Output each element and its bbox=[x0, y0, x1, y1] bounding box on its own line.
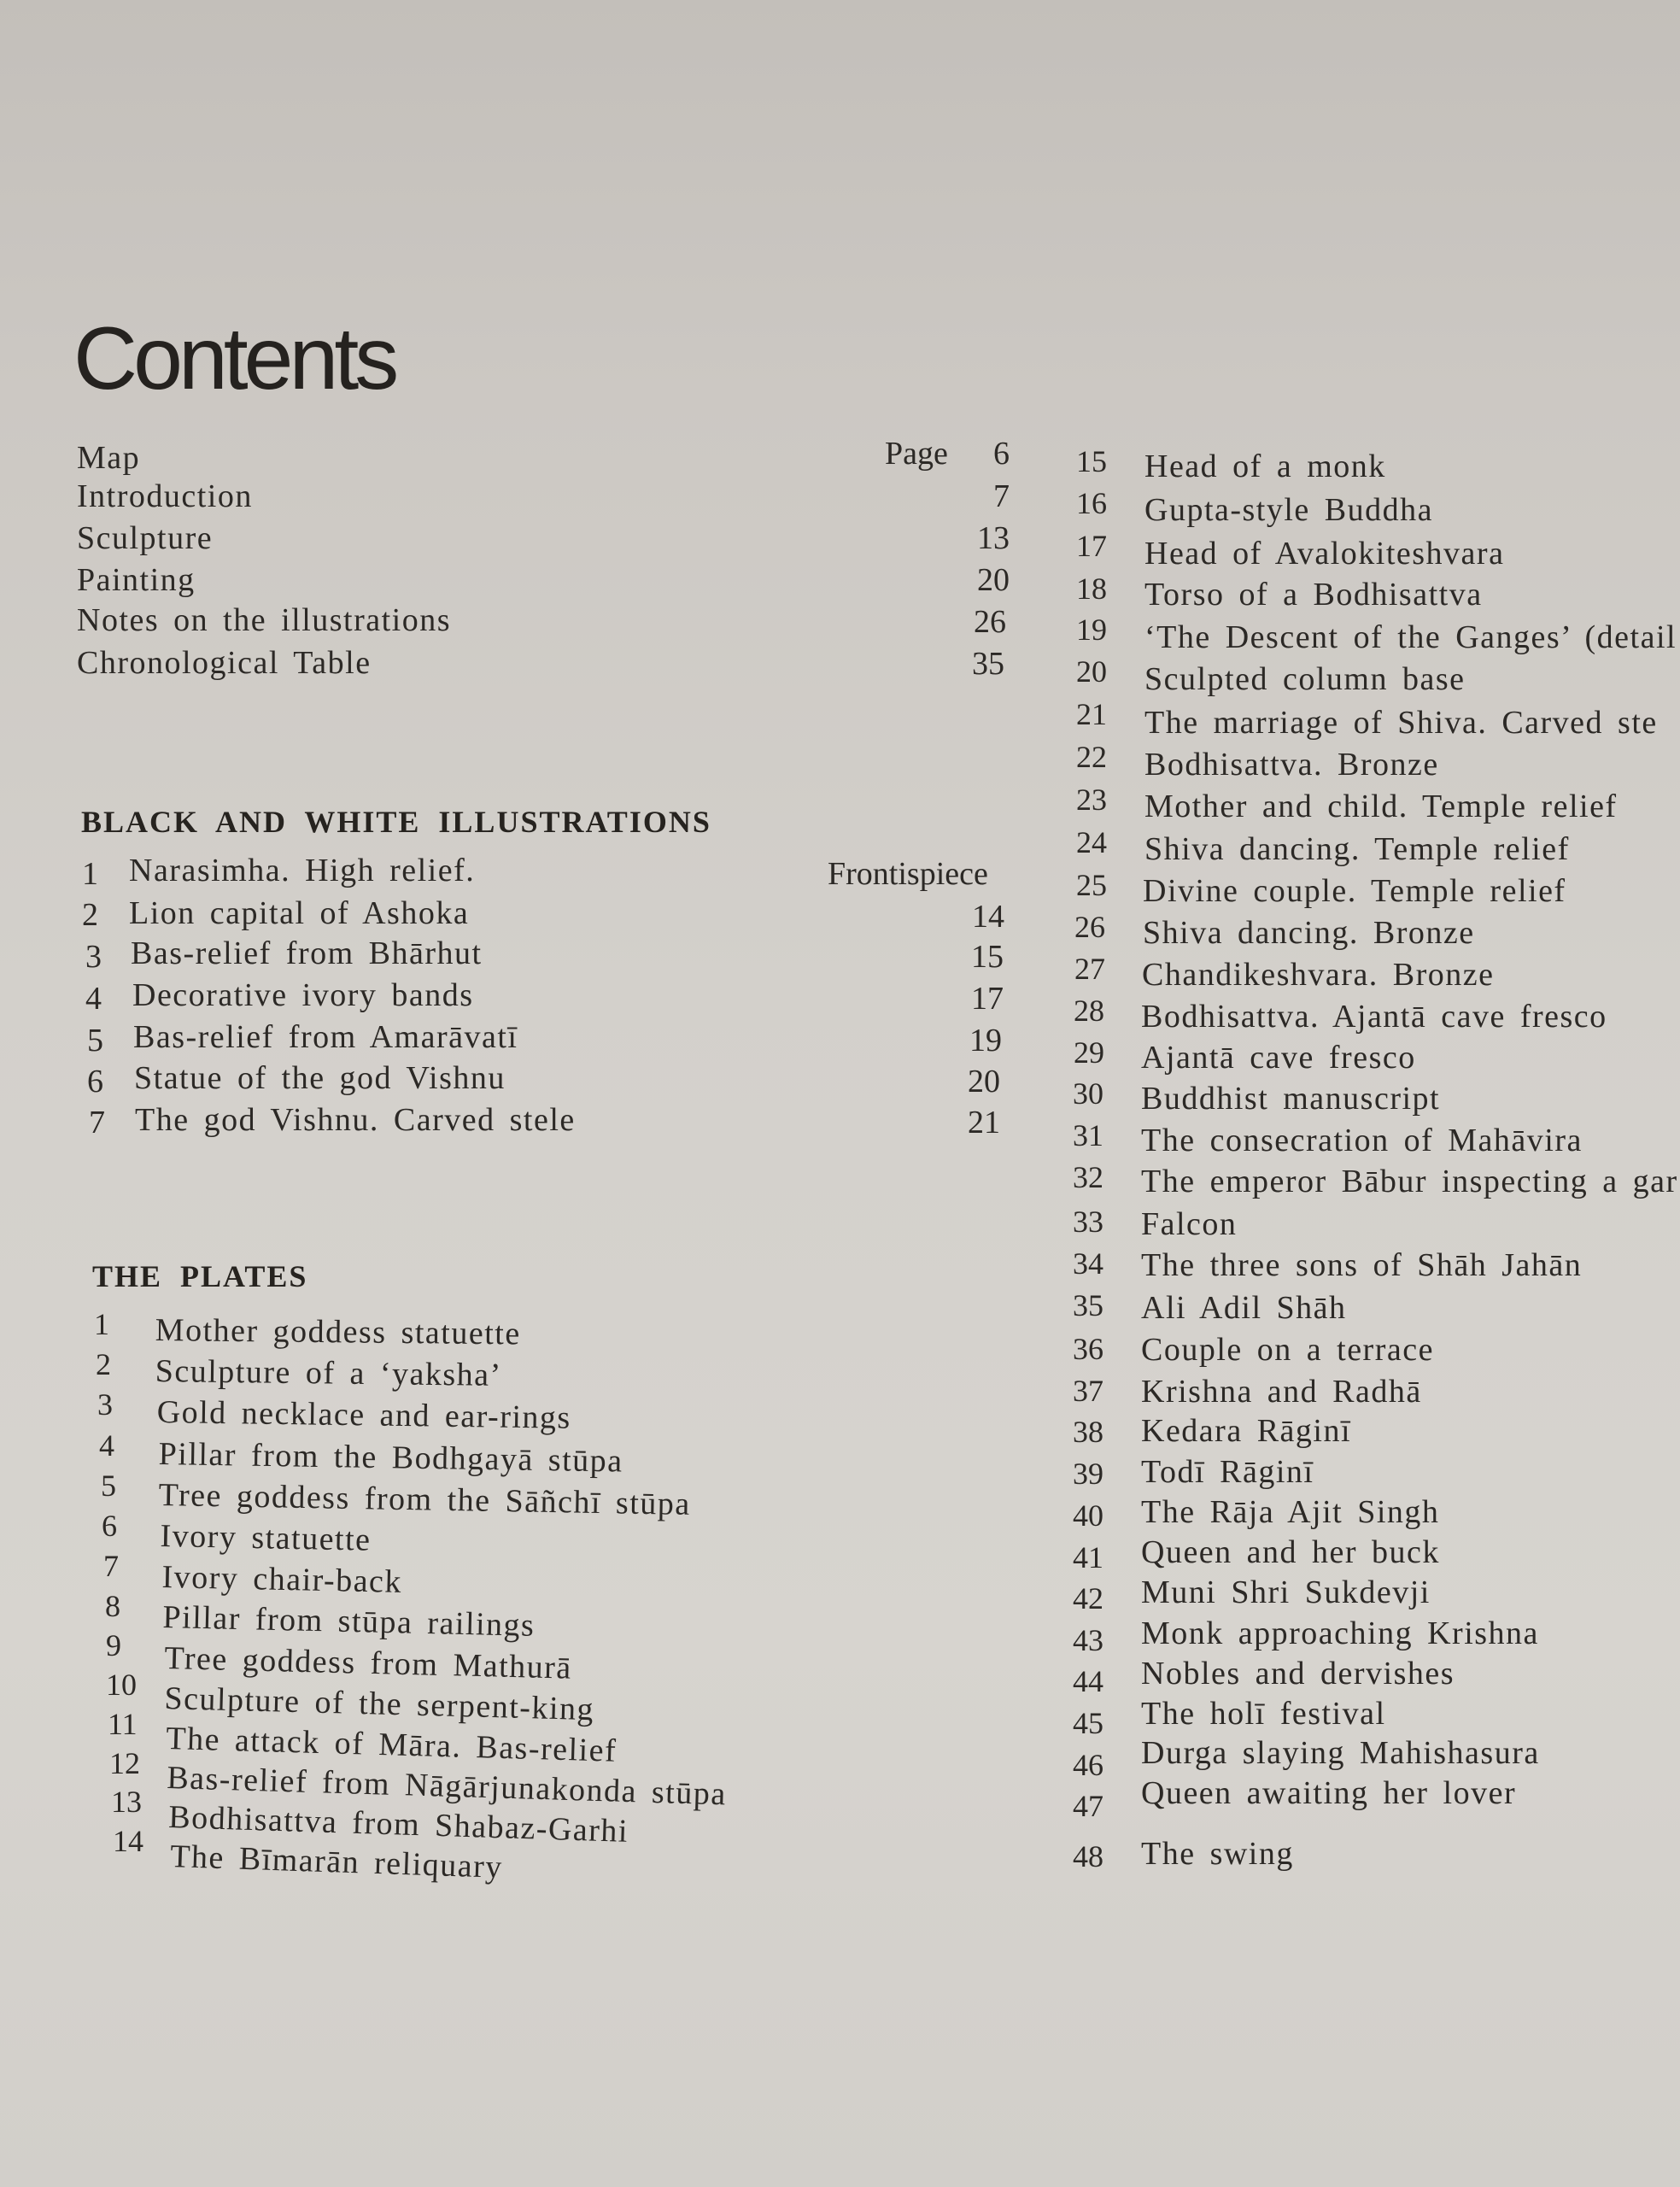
section-page: 7 bbox=[993, 478, 1010, 514]
plate-number: 34 bbox=[1073, 1246, 1103, 1281]
plate-title: The emperor Bābur inspecting a gar bbox=[1141, 1164, 1678, 1199]
plate-title: Bodhisattva. Bronze bbox=[1144, 747, 1439, 783]
plate-title: The swing bbox=[1141, 1836, 1294, 1872]
plate-number: 5 bbox=[101, 1469, 116, 1503]
section-label: Introduction bbox=[77, 478, 253, 514]
plate-title: Buddhist manuscript bbox=[1141, 1081, 1441, 1117]
plate-title: The three sons of Shāh Jahān bbox=[1141, 1247, 1583, 1283]
plate-number: 39 bbox=[1073, 1457, 1103, 1491]
plate-number: 9 bbox=[106, 1628, 121, 1662]
plate-title: Nobles and dervishes bbox=[1141, 1656, 1455, 1692]
plate-title: Divine couple. Temple relief bbox=[1143, 873, 1566, 909]
plate-number: 23 bbox=[1076, 783, 1107, 817]
plate-title: Sculpture of a ‘yaksha’ bbox=[155, 1353, 502, 1393]
plate-title: Falcon bbox=[1141, 1206, 1238, 1242]
plate-number: 3 bbox=[97, 1387, 113, 1422]
plate-number: 40 bbox=[1073, 1498, 1103, 1533]
plate-title: Chandikeshvara. Bronze bbox=[1142, 957, 1495, 993]
plate-title: Gupta-style Buddha bbox=[1144, 492, 1434, 528]
bw-item-number: 3 bbox=[85, 939, 102, 975]
plate-number: 26 bbox=[1074, 910, 1105, 944]
plate-title: Kedara Rāginī bbox=[1141, 1413, 1352, 1449]
plate-title: Pillar from stūpa railings bbox=[162, 1599, 536, 1644]
plates-heading: THE PLATES bbox=[92, 1259, 308, 1293]
bw-item-title: Statue of the god Vishnu bbox=[134, 1060, 506, 1096]
plate-number: 42 bbox=[1073, 1581, 1103, 1615]
bw-item-number: 2 bbox=[82, 897, 98, 933]
section-page: 20 bbox=[977, 562, 1010, 598]
plate-title: Queen awaiting her lover bbox=[1141, 1775, 1517, 1811]
plate-number: 6 bbox=[102, 1509, 117, 1543]
plate-number: 25 bbox=[1076, 868, 1107, 902]
plate-title: Mother and child. Temple relief bbox=[1144, 789, 1618, 824]
plate-title: Couple on a terrace bbox=[1141, 1332, 1434, 1368]
bw-item-page: 17 bbox=[971, 981, 1004, 1017]
plate-number: 36 bbox=[1073, 1332, 1103, 1366]
plate-title: Head of a monk bbox=[1144, 449, 1386, 484]
section-label: Notes on the illustrations bbox=[77, 602, 452, 638]
plate-title: The consecration of Mahāvira bbox=[1141, 1123, 1583, 1158]
plate-title: The marriage of Shiva. Carved ste bbox=[1144, 705, 1658, 741]
bw-item-page: 14 bbox=[972, 899, 1004, 935]
bw-item-page: 15 bbox=[971, 939, 1004, 975]
plate-number: 33 bbox=[1073, 1205, 1103, 1239]
bw-item-number: 1 bbox=[82, 856, 98, 892]
plate-number: 37 bbox=[1073, 1374, 1103, 1408]
plate-number: 17 bbox=[1076, 529, 1107, 563]
plate-title: Ivory statuette bbox=[160, 1518, 372, 1558]
plate-number: 22 bbox=[1076, 740, 1107, 774]
plate-number: 27 bbox=[1074, 952, 1105, 986]
plate-title: Pillar from the Bodhgayā stūpa bbox=[158, 1436, 623, 1480]
plate-number: 48 bbox=[1073, 1839, 1103, 1873]
plate-title: The holī festival bbox=[1141, 1696, 1386, 1732]
section-label: Painting bbox=[77, 562, 196, 598]
plate-title: Gold necklace and ear-rings bbox=[156, 1394, 572, 1436]
plate-number: 7 bbox=[103, 1549, 119, 1583]
plate-title: Mother goddess statuette bbox=[155, 1312, 521, 1352]
plate-title: Ali Adil Shāh bbox=[1141, 1290, 1347, 1326]
plate-number: 46 bbox=[1073, 1748, 1103, 1782]
plate-title: ‘The Descent of the Ganges’ (detail bbox=[1144, 619, 1677, 655]
page-title: Contents bbox=[73, 309, 395, 408]
bw-item-title: Bas-relief from Amarāvatī bbox=[133, 1019, 518, 1055]
plate-title: The attack of Māra. Bas-relief bbox=[165, 1721, 618, 1769]
plate-title: Muni Shri Sukdevji bbox=[1141, 1574, 1431, 1610]
bw-illustrations-heading: BLACK AND WHITE ILLUSTRATIONS bbox=[81, 805, 711, 839]
plate-number: 20 bbox=[1076, 654, 1107, 689]
plate-number: 47 bbox=[1073, 1789, 1103, 1823]
section-label: Sculpture bbox=[77, 520, 214, 556]
section-page: 6 bbox=[993, 436, 1010, 472]
section-page: 35 bbox=[972, 646, 1004, 682]
plate-number: 45 bbox=[1073, 1706, 1103, 1740]
plate-number: 2 bbox=[96, 1347, 111, 1381]
plate-title: Sculpture of the serpent-king bbox=[163, 1680, 595, 1728]
bw-item-number: 5 bbox=[87, 1023, 103, 1058]
bw-item-page: Frontispiece bbox=[828, 856, 988, 892]
bw-item-title: Decorative ivory bands bbox=[132, 977, 474, 1013]
plate-title: Sculpted column base bbox=[1144, 661, 1466, 697]
bw-item-page: 19 bbox=[969, 1023, 1002, 1058]
plate-number: 19 bbox=[1076, 613, 1107, 647]
plate-title: Queen and her buck bbox=[1141, 1534, 1440, 1570]
plate-title: Bodhisattva. Ajantā cave fresco bbox=[1141, 999, 1607, 1035]
plate-number: 43 bbox=[1073, 1623, 1103, 1657]
plate-number: 29 bbox=[1074, 1035, 1104, 1070]
plate-number: 24 bbox=[1076, 825, 1107, 859]
bw-item-page: 20 bbox=[968, 1064, 1000, 1099]
bw-item-number: 4 bbox=[85, 981, 102, 1017]
plate-number: 13 bbox=[111, 1785, 142, 1819]
plate-number: 18 bbox=[1076, 572, 1107, 606]
section-label: Map bbox=[77, 440, 141, 476]
plate-title: The Rāja Ajit Singh bbox=[1141, 1494, 1440, 1530]
plate-number: 30 bbox=[1073, 1076, 1103, 1111]
plate-number: 32 bbox=[1073, 1160, 1103, 1194]
plate-number: 8 bbox=[105, 1589, 120, 1623]
plate-number: 38 bbox=[1073, 1415, 1103, 1449]
section-page: 26 bbox=[974, 604, 1006, 640]
section-label: Chronological Table bbox=[77, 645, 372, 681]
plate-title: Ivory chair-back bbox=[161, 1559, 403, 1600]
plate-title: Tree goddess from Mathurā bbox=[164, 1640, 573, 1686]
bw-item-title: Narasimha. High relief. bbox=[129, 853, 476, 888]
plate-title: Tree goddess from the Sāñchī stūpa bbox=[158, 1477, 692, 1522]
plate-title: The Bīmarān reliquary bbox=[169, 1838, 504, 1885]
plate-title: Ajantā cave fresco bbox=[1141, 1040, 1416, 1076]
plate-number: 14 bbox=[113, 1824, 143, 1858]
plate-number: 44 bbox=[1073, 1664, 1103, 1698]
plate-title: Todī Rāginī bbox=[1141, 1454, 1314, 1490]
plate-number: 28 bbox=[1074, 994, 1104, 1028]
plate-number: 31 bbox=[1073, 1118, 1103, 1152]
plate-number: 12 bbox=[109, 1746, 140, 1780]
bw-item-number: 6 bbox=[87, 1064, 103, 1099]
plate-number: 41 bbox=[1073, 1540, 1103, 1574]
plate-title: Bas-relief from Nāgārjunakonda stūpa bbox=[166, 1760, 728, 1813]
plate-number: 15 bbox=[1076, 444, 1107, 478]
plate-number: 4 bbox=[99, 1428, 114, 1463]
bw-item-title: The god Vishnu. Carved stele bbox=[135, 1102, 576, 1138]
plate-title: Shiva dancing. Temple relief bbox=[1144, 831, 1570, 867]
plate-title: Krishna and Radhā bbox=[1141, 1374, 1422, 1410]
plate-number: 10 bbox=[106, 1668, 137, 1702]
section-page-prefix: Page bbox=[885, 436, 948, 472]
bw-item-number: 7 bbox=[89, 1105, 105, 1140]
plate-number: 16 bbox=[1076, 486, 1107, 520]
section-page: 13 bbox=[977, 520, 1010, 556]
bw-item-title: Lion capital of Ashoka bbox=[129, 895, 470, 931]
plate-number: 35 bbox=[1073, 1288, 1103, 1322]
plate-title: Shiva dancing. Bronze bbox=[1143, 915, 1475, 951]
plate-number: 21 bbox=[1076, 697, 1107, 731]
plate-title: Head of Avalokiteshvara bbox=[1144, 536, 1505, 572]
plate-title: Bodhisattva from Shabaz-Garhi bbox=[167, 1799, 629, 1850]
plate-number: 1 bbox=[94, 1307, 109, 1341]
bw-item-title: Bas-relief from Bhārhut bbox=[131, 935, 483, 971]
plate-title: Monk approaching Krishna bbox=[1141, 1615, 1539, 1651]
plate-title: Torso of a Bodhisattva bbox=[1144, 577, 1483, 613]
plate-number: 11 bbox=[108, 1707, 138, 1741]
bw-item-page: 21 bbox=[968, 1105, 1000, 1140]
plate-title: Durga slaying Mahishasura bbox=[1141, 1735, 1540, 1771]
